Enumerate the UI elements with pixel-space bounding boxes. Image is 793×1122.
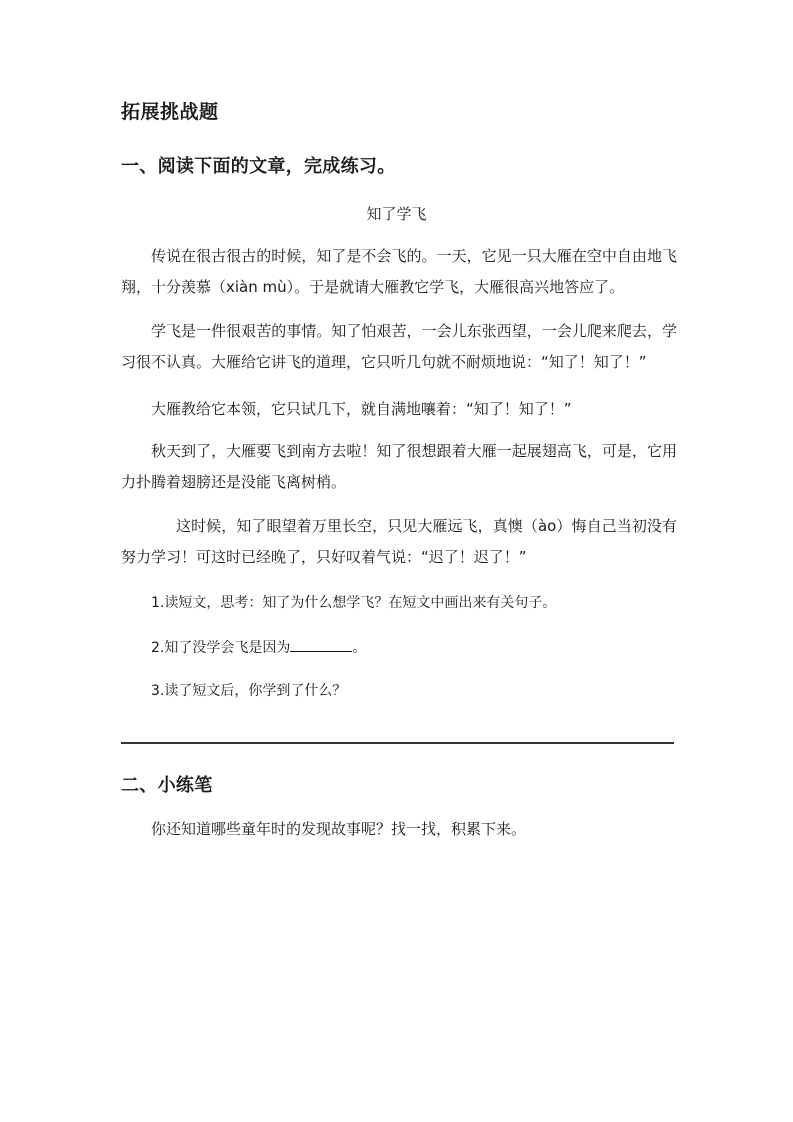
story-paragraph-3: 大雁教给它本领，它只试几下，就自满地嚷着：“知了！知了！”: [151, 400, 572, 418]
story-paragraph-2: 学飞是一件很艰苦的事情。知了怕艰苦，一会儿东张西望，一会儿爬来爬去，学习很不认真。大雁给它讲飞的道理，它只听几句就不耐烦地说：“知了！知了！”: [121, 322, 677, 371]
practice-prompt: 你还知道哪些童年时的发现故事呢？找一找，积累下来。: [151, 820, 527, 838]
section-divider: [121, 742, 674, 744]
story-paragraph-4: 秋天到了，大雁要飞到南方去啦！知了很想跟着大雁一起展翅高飞，可是，它用力扑腾着翅膀还是没能飞离树梢。: [121, 442, 677, 491]
story-title: 知了学飞: [366, 205, 427, 223]
story-paragraph-5: 这时候，知了眼望着万里长空，只见大雁远飞，真懊（ào）悔自己当初没有努力学习！可这时已经晚了，只好叹着气说：“迟了！迟了！”: [121, 517, 677, 566]
story-paragraph-1: 传说在很古很古的时候，知了是不会飞的。一天，它见一只大雁在空中自由地飞翔，十分羡慕（xiàn mù）。于是就请大雁教它学飞，大雁很高兴地答应了。: [121, 247, 677, 296]
question-2: [151, 637, 366, 658]
answer-blank[interactable]: [290, 637, 352, 652]
section-1-heading: 一、阅读下面的文章，完成练习。: [121, 156, 396, 177]
section-2-heading: 二、小练笔: [121, 775, 213, 796]
page-title: 拓展挑战题: [121, 101, 219, 123]
question-3: 3.读了短文后，你学到了什么？: [151, 683, 347, 699]
question-2-end: 。: [352, 640, 367, 656]
question-2-text: 2.知了没学会飞是因为: [151, 640, 291, 656]
question-1: 1.读短文，思考：知了为什么想学飞？在短文中画出来有关句子。: [151, 595, 557, 611]
